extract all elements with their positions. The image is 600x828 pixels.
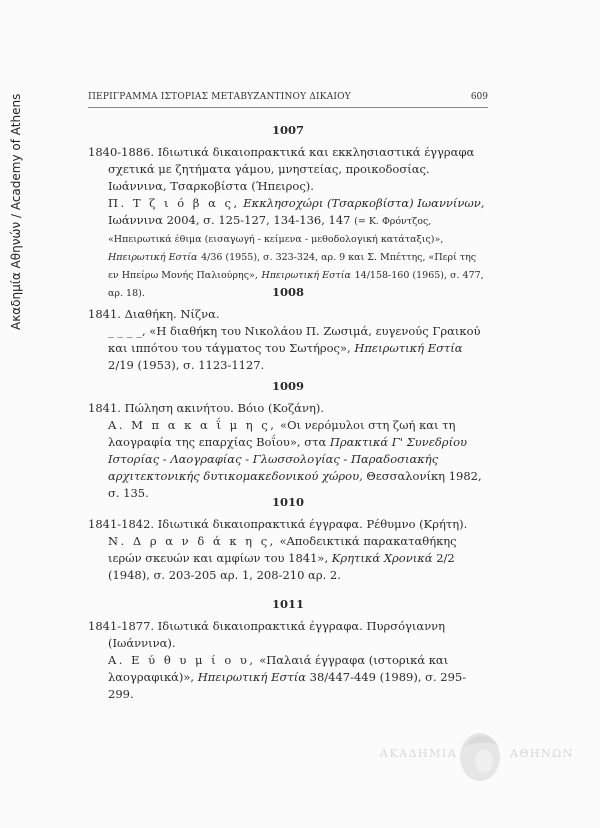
ref-rest: Ιωάννινα 2004, σ. 125-127, 134-136, 147 [108,213,351,227]
ref-author: Ν. Δ ρ α ν δ ά κ η ς, [108,534,276,548]
entry-heading: 1841. Διαθήκη. Νίζνα. [88,307,220,321]
entry-number: 1009 [271,379,304,393]
ref-journal: Κρητικά Χρονικά [331,551,433,565]
entry-reference [88,417,488,502]
entry-heading: 1841-1842. Ιδιωτικά δικαιοπρακτικά έγγραφα. Ρέθυμνο (Κρήτη). [88,517,468,531]
entry-reference [88,323,488,374]
ref-journal: Ηπειρωτική Εστία [197,670,306,684]
entry-reference [88,533,488,584]
running-title: ΠΕΡΙΓΡΑΜΜΑ ΙΣΤΟΡΙΑΣ ΜΕΤΑΒΥΖΑΝΤΙΝΟΥ ΔΙΚΑΙΟΥ [88,92,351,102]
ref-journal: Ηπειρωτική Εστία [354,341,463,355]
ref-journal: Ηπειρωτική Εστία [108,252,198,263]
ref-end: 2/19 (1953), σ. 1123-1127. [108,358,265,372]
ref-end: 2/2 (1948), σ. 203-205 αρ. 1, 208-210 αρ. 2. [108,551,455,582]
ref-rest: «Παλαιά έγγραφα (ιστορικά και λαογραφικά)», [108,653,449,684]
side-label-text: Ακαδημία Αθηνών / Academy of Athens [9,93,23,330]
watermark-left: ΑΚΑΔΗΜΙΑ [380,747,458,760]
entry-reference [88,652,488,703]
entry-number: 1007 [271,123,304,137]
ref-end: 38/447-449 (1989), σ. 295-299. [108,670,467,701]
ref-author: _ _ _ _, [108,324,146,338]
entry-number: 1010 [271,495,304,509]
ref-note-end: 14/158-160 (1965), σ. 477, αρ. 18). [108,270,484,299]
ref-rest: «Οι νερόμυλοι στη ζωή και τη λαογραφία της επαρχίας Βοΐου», στα [108,418,456,449]
entry-heading: 1841-1877. Ιδιωτικά δικαιοπρακτικά έγγραφα. Πυρσόγιαννη (Ιωάννινα). [88,619,446,650]
academy-watermark [380,725,580,785]
entry-number: 1008 [271,285,304,299]
entry-1010 [88,494,488,584]
ref-author: Α. Μ π α κ α ΐ μ η ς, [108,418,277,432]
ref-rest: «Η διαθήκη του Νικολάου Π. Ζωσιμά, ευγενούς Γραικού και ιππότου του τάγματος του Σωτήρος», [108,324,481,355]
page-number: 609 [470,92,488,102]
entry-1007 [88,122,488,302]
ref-journal: Ηπειρωτική Εστία [261,270,351,281]
ref-author: Α. Ε ύ θ υ μ ί ο υ, [108,653,256,667]
entry-heading: 1841. Πώληση ακινήτου. Βόιο (Κοζάνη). [88,401,324,415]
running-header [88,92,488,106]
ref-journal: Πρακτικά Γ' Συνεδρίου Ιστορίας - Λαογραφίας - Γλωσσολογίας - Παραδοσιακής αρχιτεκτονικής δυτικομακεδονικού χώρου, [108,435,467,483]
side-label [6,30,26,330]
entry-number: 1011 [271,597,304,611]
entry-heading: 1840-1886. Ιδιωτικά δικαιοπρακτικά και εκκλησιαστικά έγγραφα σχετικά με ζητήματα γάμου, μνηστείας, προικοδοσίας. Ιωάννινα, Τσαρκοβίστα (Ήπειρος). [88,145,475,193]
ref-note-end: 4/36 (1955), σ. 323-324, αρ. 9 και Σ. Μπέττης, «Περί της εν Ηπείρω Μονής Παλιούρης», [108,252,477,281]
entry-1008 [88,284,488,374]
athena-head-icon [454,725,506,785]
ref-end: Θεσσαλονίκη 1982, σ. 135. [108,469,482,500]
header-rule [88,107,488,108]
ref-note: (= Κ. Φρόντζος, «Ηπειρωτικά έθιμα (εισαγωγή - κείμενα - μεθοδολογική κατάταξις)», [108,216,444,245]
entry-1011 [88,596,488,703]
ref-rest: «Αποδεικτικά παρακαταθήκης ιερών σκευών και αμφίων του 1841», [108,534,457,565]
ref-title: Εκκλησοχώρι (Τσαρκοβίστα) Ιωαννίνων, [243,196,485,210]
entry-1009 [88,378,488,502]
watermark-right: ΑΘΗΝΩΝ [510,747,574,760]
ref-author: Π. Τ ζ ι ό β α ς, [108,196,240,210]
